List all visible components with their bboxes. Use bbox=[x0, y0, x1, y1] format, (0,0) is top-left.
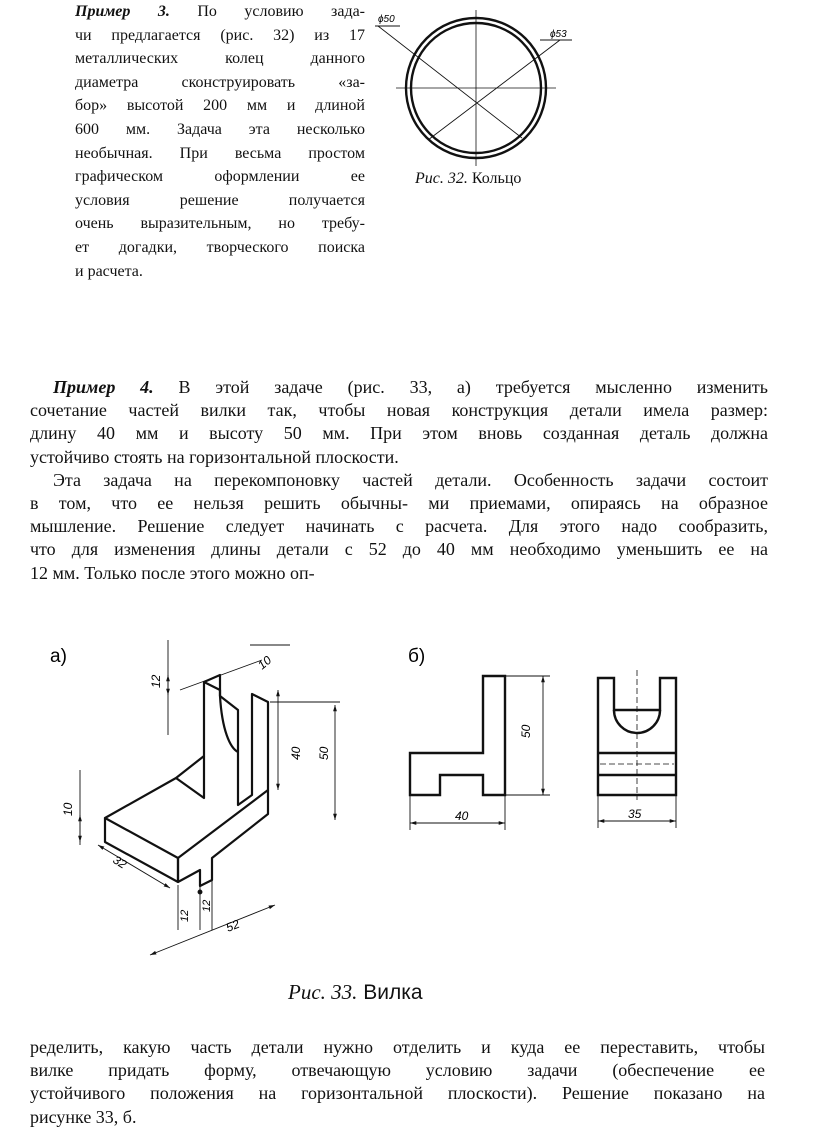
example-3-line: чи предлагается (рис. 32) из 17 bbox=[75, 26, 365, 44]
figure-32-ring-drawing bbox=[370, 0, 600, 170]
side-view-center-lines bbox=[600, 670, 674, 800]
example-3-line: необычная. При весьма простом bbox=[75, 144, 365, 162]
dim-label-inner: ϕ50 bbox=[378, 14, 395, 25]
example-4-line: 12 мм. Только после этого можно оп- bbox=[30, 562, 315, 583]
dim-label-12-b1: 12 bbox=[179, 909, 191, 922]
figure-33b-label: б) bbox=[408, 646, 426, 667]
example-3-line: металлических колец данного bbox=[75, 50, 365, 68]
dim-label-10-left: 10 bbox=[61, 802, 75, 816]
dim-label-52: 52 bbox=[223, 916, 242, 935]
fork-prong-top bbox=[204, 682, 220, 696]
figure-32-caption-prefix: Рис. 32. bbox=[415, 170, 468, 187]
fork-slot-curve bbox=[220, 696, 238, 752]
example-4-line: в том, что ее нельзя решить обычны- ми приемами, опираясь на образное bbox=[30, 492, 768, 513]
example-3-line: и расчета. bbox=[75, 262, 143, 280]
figure-33-caption bbox=[288, 980, 423, 1005]
dim-line-inner bbox=[378, 26, 522, 138]
dim-label-12-b2: 12 bbox=[201, 899, 213, 912]
example-3-heading: Пример 3. bbox=[75, 3, 170, 20]
example-4-line: Эта задача на перекомпоновку частей детали. Особенность задачи состоит bbox=[53, 469, 768, 490]
fork-inner-corner bbox=[176, 756, 204, 798]
example-3-line: ет догадки, творческого поиска bbox=[75, 238, 365, 256]
example-3-line: графическом оформлении ее bbox=[75, 168, 365, 186]
example-3-line: 600 мм. Задача эта несколько bbox=[75, 120, 365, 138]
dim-label-outer: ϕ53 bbox=[550, 29, 567, 40]
dim-label-10-top: 10 bbox=[254, 652, 275, 673]
continuation-line: ределить, какую часть детали нужно отделить и куда ее переставить, чтобы bbox=[30, 1037, 765, 1057]
figure-32-caption-text: Кольцо bbox=[467, 170, 522, 187]
figure-33a-isometric-fork bbox=[105, 675, 268, 886]
fork-base-side bbox=[178, 790, 268, 886]
example-4-line: сочетание частей вилки так, чтобы новая конструкция детали имела размер: bbox=[30, 400, 768, 421]
example-4-line: что для изменения длины детали с 52 до 40 мм необходимо уменьшить ее на bbox=[30, 539, 768, 560]
example-3-paragraph bbox=[75, 0, 365, 283]
figure-33a-label: а) bbox=[50, 646, 67, 667]
figure-33-caption-text: Вилка bbox=[357, 981, 423, 1004]
figure-33-caption-prefix: Рис. 33. bbox=[288, 980, 358, 1004]
dim-line-32 bbox=[98, 845, 170, 888]
example-4-heading: Пример 4. bbox=[53, 377, 154, 397]
figure-33-drawing bbox=[0, 630, 816, 975]
example-4-paragraph bbox=[30, 376, 768, 585]
example-3-line: бор» высотой 200 мм и длиной bbox=[75, 97, 365, 115]
dim-label-40: 40 bbox=[289, 746, 303, 760]
fork-base-front bbox=[105, 818, 178, 882]
dim-label-32: 32 bbox=[110, 852, 130, 872]
example-3-line: диаметра сконструировать «за- bbox=[75, 73, 365, 91]
dim-label-40-b: 40 bbox=[455, 809, 469, 823]
example-4-line: длину 40 мм и высоту 50 мм. При этом вновь созданная деталь должна bbox=[30, 423, 768, 444]
front-view-outline bbox=[410, 676, 505, 795]
example-4-line: мышление. Решение следует начинать с расчета. Для этого надо сообразить, bbox=[30, 516, 768, 537]
example-3-line: Пример 3. По условию зада- bbox=[75, 3, 365, 20]
dim-label-50: 50 bbox=[317, 746, 331, 760]
continuation-paragraph bbox=[30, 1036, 765, 1129]
fork-top-outline bbox=[105, 675, 268, 858]
dim-label-50-b: 50 bbox=[519, 724, 533, 738]
continuation-line: устойчивого положения на горизонтальной плоскости). Решение показано на bbox=[30, 1083, 765, 1104]
example-3-line: очень выразительным, но требу- bbox=[75, 215, 365, 233]
example-4-line: Пример 4. В этой задаче (рис. 33, а) требуется мысленно изменить bbox=[53, 377, 768, 397]
dim-label-35: 35 bbox=[628, 807, 642, 821]
figure-32-caption bbox=[415, 170, 521, 188]
example-3-line: условия решение получается bbox=[75, 191, 365, 209]
example-4-line: устойчиво стоять на горизонтальной плоскости. bbox=[30, 446, 399, 467]
figure-33b-front-view bbox=[410, 676, 505, 795]
dim-dot bbox=[198, 890, 202, 894]
dim-label-12-top: 12 bbox=[149, 674, 163, 688]
continuation-line: рисунке 33, б. bbox=[30, 1106, 137, 1127]
continuation-line: вилке придать форму, отвечающую условию задачи (обеспечение ее bbox=[30, 1060, 765, 1081]
